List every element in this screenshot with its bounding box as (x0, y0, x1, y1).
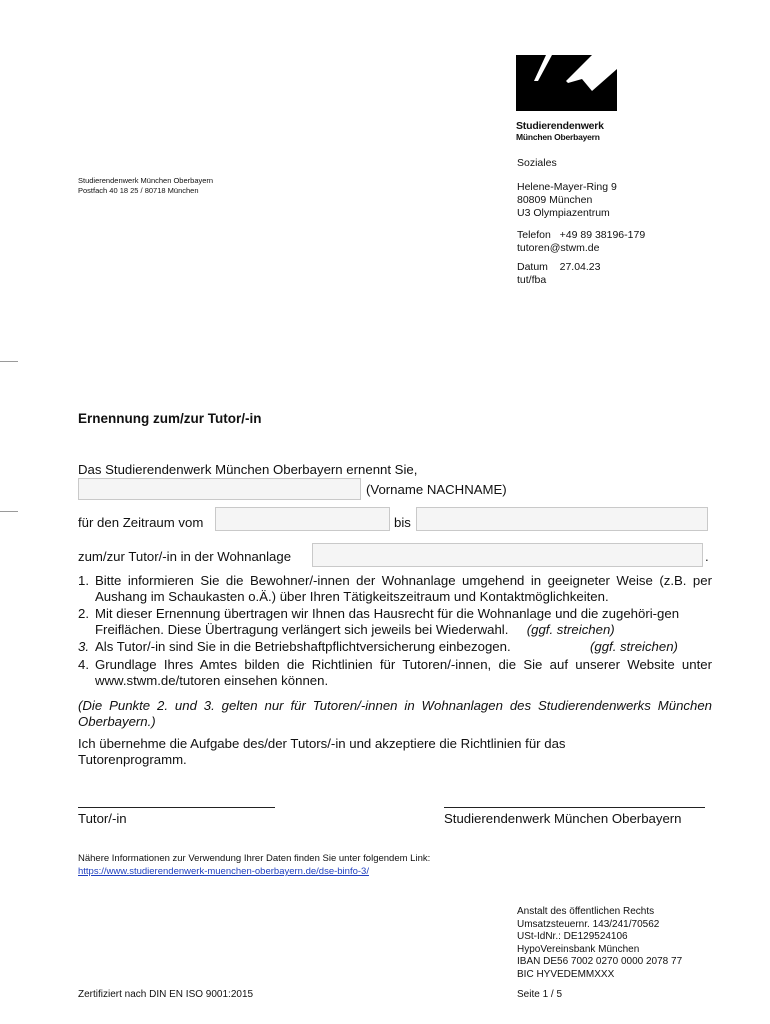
logo-subname: München Oberbayern (516, 132, 600, 142)
signature-line-right (444, 807, 705, 808)
period-label: für den Zeitraum vom (78, 515, 204, 530)
sender-line-1: Studierendenwerk München Oberbayern (78, 176, 214, 185)
from-date-field[interactable] (215, 507, 390, 531)
sender-line-2: Postfach 40 18 25 / 80718 München (78, 186, 199, 195)
logo (516, 55, 626, 143)
list-item (78, 573, 712, 604)
intro-text: Das Studierendenwerk München Oberbayern ernennt Sie, (78, 462, 418, 477)
remark: (Die Punkte 2. und 3. gelten nur für Tutoren/-innen in Wohnanlagen des Studierendenwerks München Oberbayern.) (78, 698, 712, 729)
contact-street: Helene-Mayer-Ring 9 (517, 181, 617, 193)
phone-label: Telefon (517, 229, 551, 241)
item-text: Mit dieser Ernennung übertragen wir Ihnen das Hausrecht für die Wohnanlage und die zugehöri-gen Freiflächen. Diese Übertragung verlängert sich jeweils bei Wiederwahl. (95, 606, 680, 637)
legal-info (517, 906, 682, 982)
contact-transit: U3 Olympiazentrum (517, 207, 610, 219)
legal-line: HypoVereinsbank München (517, 943, 640, 955)
contact-email: tutoren@stwm.de (517, 242, 600, 254)
signature-line-left (78, 807, 275, 808)
signature-label-right: Studierendenwerk München Oberbayern (444, 811, 682, 826)
fold-mark-top (0, 361, 18, 362)
list-item (78, 606, 712, 637)
date-row (517, 261, 757, 274)
item-text: Als Tutor/-in sind Sie in die Betriebshaftpflichtversicherung einbezogen. (95, 639, 511, 655)
list-item (78, 657, 712, 688)
fold-mark-bottom (0, 511, 18, 512)
legal-line: Umsatzsteuernr. 143/241/70562 (517, 918, 660, 930)
signature-label-left: Tutor/-in (78, 811, 127, 826)
item-text: Bitte informieren Sie die Bewohner/-innen der Wohnanlage umgehend in geeigneter Weise (z.B. per Aushang im Schaukasten o.Ä.) über Ihren Tätigkeitszeitraum und Kontaktmöglichkeiten. (95, 573, 712, 604)
reference: tut/fba (517, 274, 547, 286)
logo-name: Studierendenwerk (516, 120, 604, 132)
certification: Zertifiziert nach DIN EN ISO 9001:2015 (78, 989, 254, 1000)
legal-line: USt-IdNr.: DE129524106 (517, 931, 628, 943)
contact-phone-row (517, 229, 757, 242)
item-number: 3. (78, 639, 89, 655)
document-heading: Ernennung zum/zur Tutor/-in (78, 411, 262, 426)
contact-city: 80809 München (517, 194, 593, 206)
legal-line: Anstalt des öffentlichen Rechts (517, 906, 655, 917)
legal-line: BIC HYVEDEMMXXX (517, 968, 615, 980)
sender-line (78, 176, 213, 196)
until-label: bis (394, 515, 411, 530)
residence-period: . (705, 549, 709, 564)
item-number: 1. (78, 573, 89, 588)
phone-number: +49 89 38196-179 (559, 229, 646, 241)
conditions-list (78, 573, 712, 688)
page-number: Seite 1 / 5 (517, 989, 563, 1000)
privacy-text: Nähere Informationen zur Verwendung Ihrer Daten finden Sie unter folgendem Link: (78, 853, 431, 864)
legal-line: IBAN DE56 7002 0270 0000 2078 77 (517, 956, 683, 968)
item-note: (ggf. streichen) (526, 621, 615, 637)
residence-label: zum/zur Tutor/-in in der Wohnanlage (78, 549, 292, 564)
item-note: (ggf. streichen) (590, 639, 678, 655)
item-number: 2. (78, 606, 89, 622)
logo-mark-icon (516, 55, 619, 111)
privacy-link[interactable]: https://www.studierendenwerk-muenchen-oberbayern.de/dse-binfo-3/ (78, 866, 369, 877)
contact-department: Soziales (517, 157, 557, 169)
privacy-note (78, 852, 430, 878)
date-label: Datum (517, 261, 548, 273)
until-date-field[interactable] (416, 507, 708, 531)
item-number: 4. (78, 656, 89, 672)
date-value: 27.04.23 (559, 261, 601, 273)
name-hint: (Vorname NACHNAME) (366, 482, 507, 497)
item-text: Grundlage Ihres Amtes bilden die Richtlinien für Tutoren/-innen, die Sie auf unserer Website unter www.stwm.de/tutoren einsehen können. (95, 656, 712, 688)
acceptance-text: Ich übernehme die Aufgabe des/der Tutors/-in und akzeptiere die Richtlinien für das Tutorenprogramm. (78, 736, 566, 767)
name-field[interactable] (78, 478, 361, 500)
residence-field[interactable] (312, 543, 703, 567)
contact-block (517, 157, 757, 287)
list-item (78, 639, 712, 655)
